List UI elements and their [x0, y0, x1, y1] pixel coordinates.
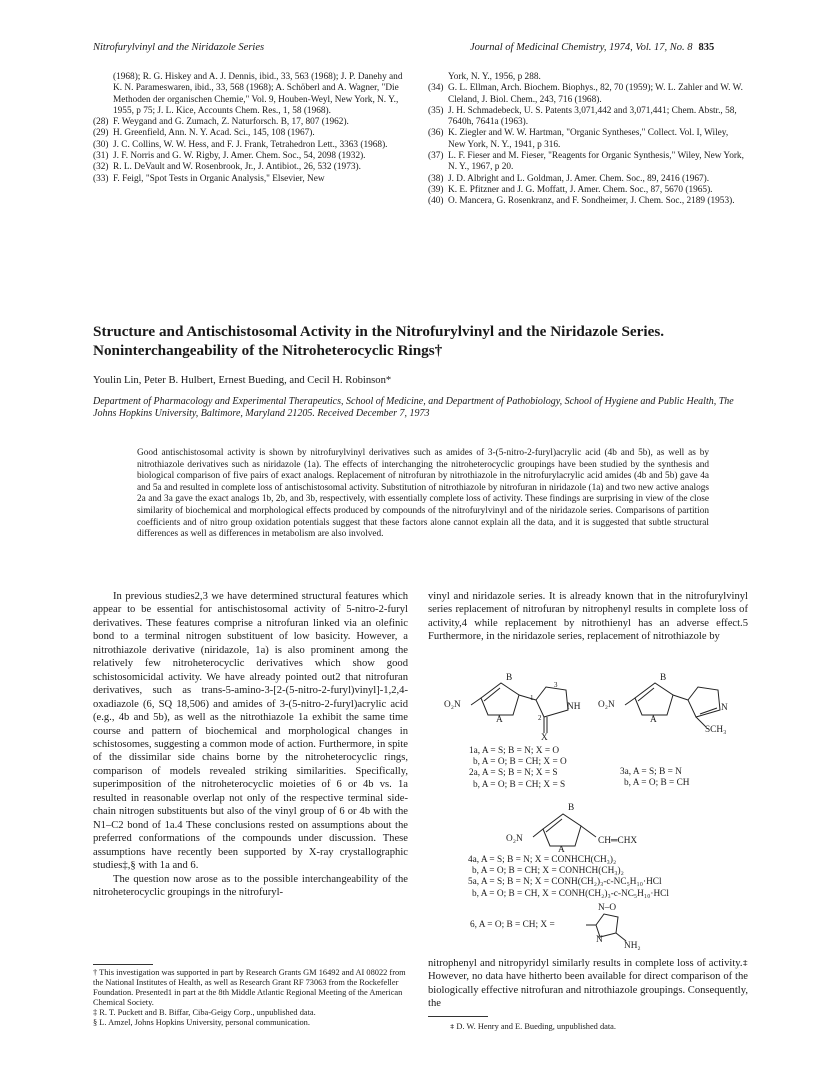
sch3-label: SCH₃	[705, 725, 727, 735]
n-label: N	[596, 935, 603, 945]
reference-item: (1968); R. G. Hiskey and A. J. Dennis, ibid., 33, 563 (1968); J. P. Danehy and K. N. Parameswaren, ibid., 33, 568 (1968); A. Schöberl and A. Wagner, "Die Methoden der organischen Chemie," Vol. 9, Houben-Weyl, New York, N. Y., 1955, p 75; J. L. Kice, Accounts Chem. Res., 1, 58 (1968).	[113, 72, 403, 116]
reference-item: (28) F. Weygand and G. Zumach, Z. Naturforsch. B, 17, 807 (1962).	[93, 117, 349, 128]
reference-item: (29) H. Greenfield, Ann. N. Y. Acad. Sci., 145, 108 (1967).	[93, 128, 315, 139]
reference-item: (36) K. Ziegler and W. W. Hartman, "Organic Syntheses," Collect. Vol. I, Wiley, New York, N. Y., 1941, p 316.	[428, 128, 729, 150]
oxadiazole-drawing	[470, 905, 650, 957]
body-right-column-bottom: nitrophenyl and nitropyridyl similarly results in complete loss of activity.⧧ However, no data have hitherto been available for direct comparison of the biologically effective nitrofuran and nitrothiazole groupings. Consequently, the	[428, 958, 748, 1010]
footnote: ‡ R. T. Puckett and B. Biffar, Ciba-Geigy Corp., unpublished data.	[93, 1008, 316, 1018]
structure-6-diagram	[470, 905, 650, 957]
atom-label-a: A	[496, 715, 503, 725]
journal-citation: Journal of Medicinal Chemistry, 1974, Vol. 17, No. 8	[470, 42, 693, 53]
nitro-group-label: O₂N	[444, 700, 461, 710]
structure-3-diagram	[600, 665, 750, 745]
footnotes-left	[93, 968, 409, 1029]
atom-label-a: A	[558, 845, 565, 855]
reference-item: (35) J. H. Schmadebeck, U. S. Patents 3,071,442 and 3,071,441; Chem. Abstr., 58, 7640h, 7641a (1963).	[428, 105, 737, 128]
running-header-right	[470, 42, 714, 53]
footnote: † This investigation was supported in part by Research Grants GM 16492 and AI 08022 from the National Institutes of Health, as well as Research Grant RF 73063 from the Rockefeller Foundation. Presented1 in part at the 8th Middle Atlantic Regional Meeting of the American Chemical Society.	[93, 968, 406, 1008]
body-left-column	[93, 590, 408, 899]
article-authors: Youlin Lin, Peter B. Hulbert, Ernest Bueding, and Cecil H. Robinson*	[93, 375, 392, 386]
vinyl-chain-label: CH═CHX	[598, 836, 638, 846]
structure-3-legend: 3a, A = S; B = N b, A = O; B = CH	[620, 767, 690, 789]
structure-4-5-6-diagram	[508, 797, 708, 855]
atom-label-b: B	[660, 673, 667, 683]
reference-item: (31) J. F. Norris and G. W. Rigby, J. Amer. Chem. Soc., 54, 2098 (1932).	[93, 151, 366, 162]
article-affiliation: Department of Pharmacology and Experimental Therapeutics, School of Medicine, and Department of Pathobiology, School of Hygiene and Public Health, The Johns Hopkins University, Baltimore, Maryland 21205. Received December 7, 1973	[93, 396, 734, 420]
atom-label-b: B	[568, 803, 575, 813]
structure-6-legend: 6, A = O; B = CH; X =	[470, 920, 555, 930]
footnote: ⧧ D. W. Henry and E. Bueding, unpublished data.	[450, 1022, 616, 1031]
body-paragraph: In previous studies2,3 we have determined structural features which appear to be essential for antischistosomal activity of 5-nitro-2-furyl derivatives. These features comprise a nitrofuran linked via an olefinic bond to a terminal nitrogen substituent of low basicity. However, a nitrothiazole derivative (niridazole, 1a) is also prominent among the relatively few nitroheterocyclic derivatives which show good schistosomicidal activity. We have already pointed out2 that nitrofuran derivatives, such as trans-5-amino-3-[2-(5-nitro-2-furyl)vinyl]-1,2,4-oxadiazole (6, SQ 18,506) and amides of 3-(5-nitro-2-furyl)acrylic acid (e.g., 4b and 5b), as well as the nitrothiazole 1a exhibit the same time course and pattern of biochemical and morphological changes in schistosomes, suggesting a common mode of action. Furthermore, in spite of the dissimilar side chains borne by the nitroheterocyclic rings, comparison of models revealed striking similarities. Specifically, superimposition of the nitroheterocyclic moieties of 6 or 4b vs. 1a resulted in reasonable overlap not only of the respective terminal side-chain nitrogen substituents but also of the vinyl group of 6 or 4b with the N1–C2 bond of 1a.4 These conclusions rested on assumptions about the preferred conformations of the compounds under discussion. These assumptions have recently been supported by X-ray crystallographic studies‡,§ with 1a and 6.	[93, 591, 408, 872]
article-title: Structure and Antischistosomal Activity in the Nitrofurylvinyl and the Niridazole Series. Noninterchangeability of the Nitroheterocyclic Rings†	[93, 323, 665, 359]
article-abstract: Good antischistosomal activity is shown by nitrofurylvinyl derivatives such as amides of 3-(5-nitro-2-furyl)acrylic acid (4b and 5b), as well as by nitrothiazole derivatives such as niridazole (1a). The effects of interchanging the nitroheterocyclic groupings have been studied by the synthesis and biological comparison of five pairs of exact analogs. Replacement of nitrofuran by nitrothiazole in the nitrofurylacrylic acid amides (4b and 5b) gave 4a and 5a and resulted in complete loss of antischistosomal activity. Substitution of nitrothiazole by nitrofuran in niridazole (1a) and two new active analogs 2a and 3a gave the exact analogs 1b, 2b, and 3b, respectively, with essentially complete loss of activity. These findings are surprising in view of the close similarity of biochemical and morphological effects produced by compounds of the nitrofurylvinyl and of the niridazole series. Comparisons of partition coefficients and of nitro group oxidation potentials suggest that these factors alone cannot explain all the data, and it is suggested that subtle structural differences as well as differences in metabolism are also involved.	[137, 448, 709, 540]
nh-label: NH	[567, 702, 581, 712]
body-right-column-top: vinyl and niridazole series. It is already known that in the nitrofurylvinyl series replacement of nitrofuran by nitrophenyl results in complete loss of activity,4 while replacement by nitrothienyl has an adverse effect.5 Furthermore, in the niridazole series, replacement of nitrothiazole by	[428, 591, 748, 643]
reference-item: (34) G. L. Ellman, Arch. Biochem. Biophys., 82, 70 (1959); W. L. Zahler and W. W. Cleland, J. Biol. Chem., 243, 716 (1968).	[428, 83, 743, 105]
ring-position-3: 3	[554, 681, 558, 689]
reference-item: York, N. Y., 1956, p 288.	[448, 72, 541, 82]
running-header-left: Nitrofurylvinyl and the Niridazole Series	[93, 42, 265, 53]
ring-position-2: 2	[538, 714, 542, 722]
footnote-divider	[428, 1016, 488, 1017]
structure-1-2-diagram	[446, 665, 611, 745]
footnote-divider	[93, 964, 153, 965]
references-left-column	[93, 72, 409, 185]
body-paragraph: The question now arose as to the possible interchangeability of the nitroheterocyclic groupings in the nitrofuryl-	[93, 873, 408, 898]
nitro-group-label: O₂N	[598, 700, 615, 710]
reference-item: (38) J. D. Albright and L. Goldman, J. Amer. Chem. Soc., 89, 2416 (1967).	[428, 173, 710, 184]
reference-item: (32) R. L. DeVault and W. Rosenbrook, Jr., J. Antibiot., 26, 532 (1973).	[93, 162, 361, 173]
reference-item: (40) O. Mancera, G. Rosenkranz, and F. Sondheimer, J. Chem. Soc., 2189 (1953).	[428, 196, 735, 207]
reference-item: (30) J. C. Collins, W. W. Hess, and F. J. Frank, Tetrahedron Lett., 3363 (1968).	[93, 139, 388, 150]
structure-1-2-drawing	[446, 665, 611, 745]
page-number: 835	[698, 42, 715, 53]
atom-label-b: B	[506, 673, 513, 683]
footnote: § L. Amzel, Johns Hopkins University, personal communication.	[93, 1018, 310, 1028]
n-label: N	[721, 703, 728, 713]
reference-item: (33) F. Feigl, "Spot Tests in Organic Analysis," Elsevier, New	[93, 173, 325, 184]
nh2-label: NH₂	[624, 941, 641, 951]
atom-label-a: A	[650, 715, 657, 725]
reference-item: (39) K. E. Pfitzner and J. G. Moffatt, J. Amer. Chem. Soc., 87, 5670 (1965).	[428, 184, 713, 195]
reference-item: (37) L. F. Fieser and M. Fieser, "Reagents for Organic Synthesis," Wiley, New York, N. Y., 1967, p 20.	[428, 151, 744, 173]
ring-position-1: 1	[530, 694, 534, 702]
references-right-column	[428, 72, 746, 208]
structure-4-5-legend: 4a, A = S; B = N; X = CONHCH(CH₃)₂ b, A = O; B = CH; X = CONHCH(CH₃)₂ 5a, A = S; B = N; X = CONH(CH₂)₃-c-NC₅H₁₀·HCl b, A = O; B = CH, X = CONH(CH₂)₃-c-NC₅H₁₀·HCl	[468, 855, 669, 899]
structure-1-2-legend: 1a, A = S; B = N; X = O b, A = O; B = CH; X = O 2a, A = S; B = N; X = S b, A = O; B = CH; X = S	[469, 746, 567, 790]
n-o-label: N–O	[598, 903, 617, 913]
nitro-group-label: O₂N	[506, 834, 523, 844]
x-label: X	[541, 733, 548, 743]
